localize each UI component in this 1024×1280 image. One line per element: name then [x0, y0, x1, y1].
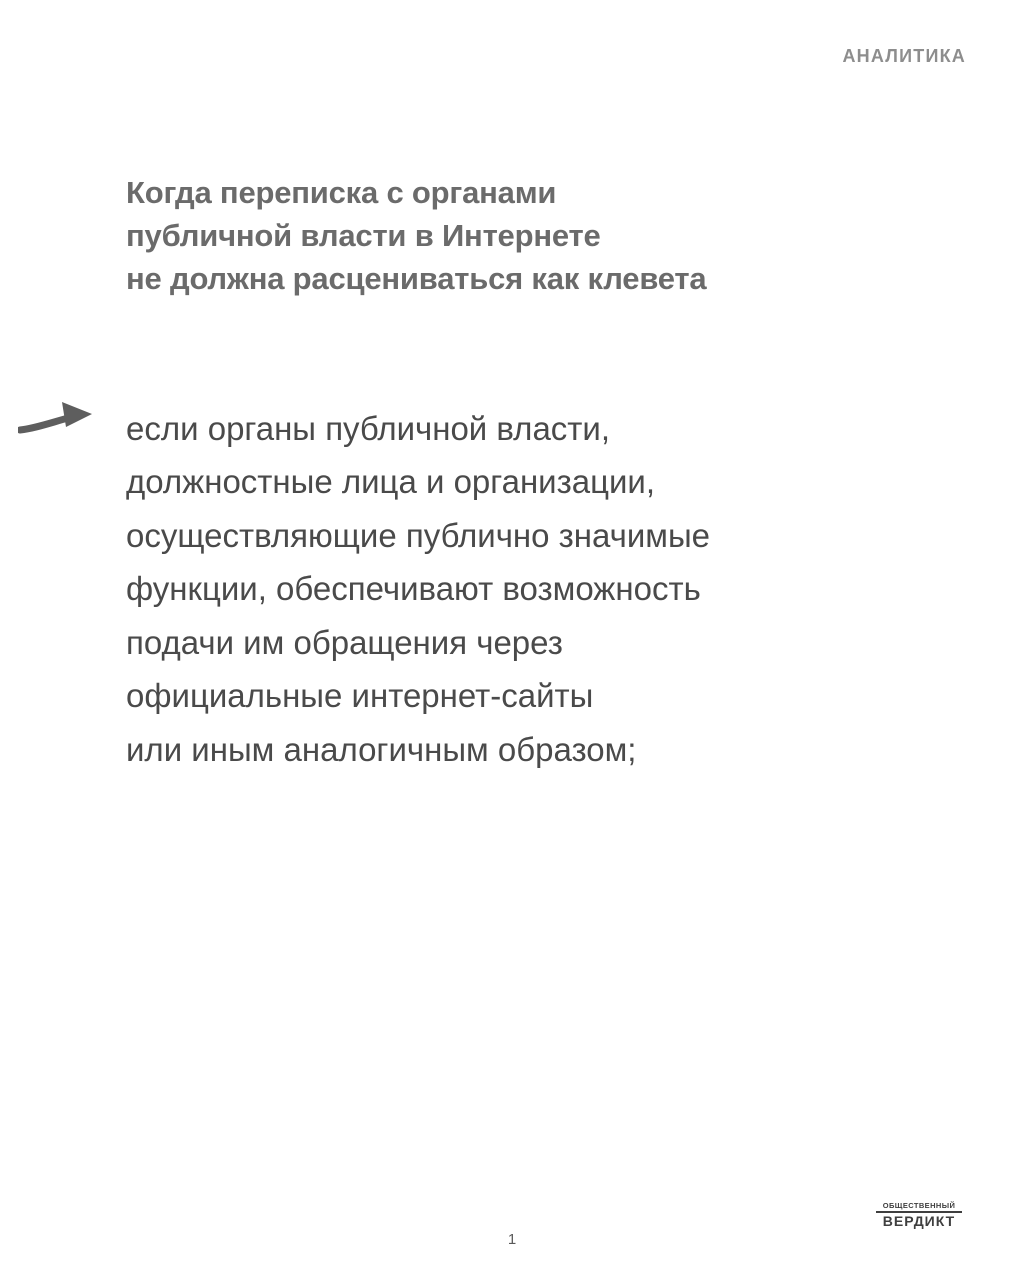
page-title-line: публичной власти в Интернете	[126, 217, 601, 253]
section-eyebrow: АНАЛИТИКА	[842, 46, 966, 66]
publisher-logo-top: ОБЩЕСТВЕННЫЙ	[882, 1201, 956, 1210]
body-line: если органы публичной власти,	[126, 410, 611, 447]
body-line: или иным аналогичным образом;	[126, 730, 637, 768]
publisher-logo-bottom: ВЕРДИКТ	[882, 1213, 956, 1229]
body-line: функции, обеспечивают возможность	[126, 570, 701, 608]
page-title	[126, 172, 986, 300]
arrow-right-icon	[18, 398, 110, 444]
body-line: официальные интернет-сайты	[126, 677, 594, 715]
page-title-line: не должна расцениваться как клевета	[126, 260, 707, 296]
page-title-line: Когда переписка с органами	[126, 175, 557, 210]
body-line: подачи им обращения через	[126, 623, 563, 661]
publisher-logo	[876, 1202, 962, 1228]
body-line: должностные лица и организации,	[126, 463, 656, 501]
page-number: 1	[507, 1231, 517, 1248]
body-line: осуществляющие публично значимые	[126, 516, 711, 554]
body-paragraph	[126, 402, 1006, 776]
